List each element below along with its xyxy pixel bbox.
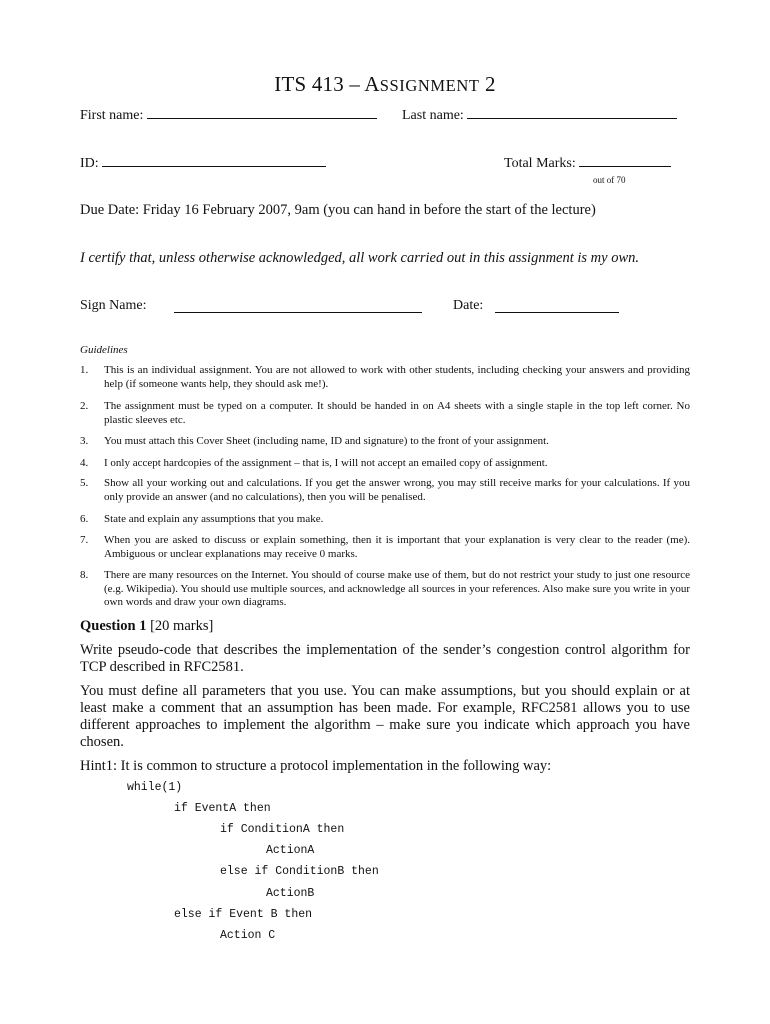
- guideline-text: The assignment must be typed on a computer. It should be handed in on A4 sheets with a single staple in the top left corner. No plastic sleeves etc.: [104, 400, 690, 426]
- guideline-item: [80, 400, 690, 427]
- guideline-item: [80, 457, 690, 471]
- guideline-number: 7.: [80, 534, 89, 546]
- sign-name-label: Sign Name:: [80, 298, 147, 313]
- guideline-text: This is an individual assignment. You are not allowed to work with other students, including checking your answers and providing help (if someone wants help, they should ask me!).: [104, 364, 690, 390]
- id-label: ID:: [80, 156, 99, 171]
- code-line: Action C: [220, 929, 276, 942]
- date-blank[interactable]: [495, 299, 619, 313]
- last-name-field: [402, 105, 677, 124]
- question-1-label: Question 1: [80, 618, 147, 634]
- guideline-item: [80, 435, 690, 449]
- question-1-marks: [20 marks]: [146, 618, 214, 634]
- first-name-field: [80, 105, 377, 124]
- code-line: ActionA: [266, 844, 315, 857]
- code-line: if ConditionA then: [220, 823, 345, 836]
- guideline-text: There are many resources on the Internet. You should of course make use of them, but do not restrict your study to just one resource (e.g. Wikipedia). You should use multiple sources, and acknowledge all sources in your references. Also make sure you write in your own words and draw your own diagrams.: [104, 569, 690, 608]
- title-smallcaps: SSIGNMENT: [379, 76, 480, 95]
- guideline-text: When you are asked to discuss or explain something, then it is important that your explanation is very clear to the reader (me). Ambiguous or unclear explanations may receive 0 marks.: [104, 534, 690, 560]
- last-name-label: Last name:: [402, 108, 464, 123]
- sign-name-blank[interactable]: [174, 299, 422, 313]
- total-marks-field: [504, 153, 671, 172]
- certification-statement: I certify that, unless otherwise acknowledged, all work carried out in this assignment is my own.: [80, 250, 640, 266]
- guideline-number: 5.: [80, 477, 89, 489]
- code-line: else if Event B then: [174, 908, 313, 921]
- code-line: if EventA then: [174, 802, 271, 815]
- id-field: [80, 153, 326, 172]
- due-date: Due Date: Friday 16 February 2007, 9am (you can hand in before the start of the lecture): [80, 202, 596, 218]
- guideline-number: 8.: [80, 569, 89, 581]
- title-number: 2: [479, 72, 496, 96]
- question-1-paragraph: You must define all parameters that you use. You can make assumptions, but you should explain or at least make a comment that an assumption has been made. For example, RFC2581 allows you to use different approaches to implement the algorithm – make sure you indicate which approach you have chosen.: [80, 683, 690, 750]
- code-line: else if ConditionB then: [220, 865, 379, 878]
- title-main: ITS 413 – A: [274, 72, 380, 96]
- question-1-paragraph: Write pseudo-code that describes the implementation of the sender’s congestion control algorithm for TCP described in RFC2581.: [80, 642, 690, 675]
- guideline-item: [80, 364, 690, 391]
- code-line: ActionB: [266, 887, 315, 900]
- guideline-number: 2.: [80, 400, 89, 412]
- guideline-number: 1.: [80, 364, 89, 376]
- guideline-item: [80, 477, 690, 504]
- assignment-title: [0, 72, 770, 97]
- guideline-item: [80, 534, 690, 561]
- total-marks-blank[interactable]: [579, 153, 671, 167]
- guideline-item: [80, 513, 690, 527]
- first-name-blank[interactable]: [147, 105, 377, 119]
- question-1-hint: Hint1: It is common to structure a protocol implementation in the following way:: [80, 758, 552, 774]
- last-name-blank[interactable]: [467, 105, 677, 119]
- guideline-text: Show all your working out and calculations. If you get the answer wrong, you may still receive marks for your calculations. If you only provide an answer (and no calculations), then you will be penalised.: [104, 477, 690, 503]
- guidelines-heading: Guidelines: [80, 344, 128, 356]
- first-name-label: First name:: [80, 108, 144, 123]
- guideline-number: 3.: [80, 435, 89, 447]
- question-1-heading: [80, 618, 213, 635]
- guideline-number: 6.: [80, 513, 89, 525]
- guideline-text: You must attach this Cover Sheet (including name, ID and signature) to the front of your assignment.: [104, 435, 549, 447]
- guideline-number: 4.: [80, 457, 89, 469]
- out-of-note: out of 70: [593, 175, 626, 185]
- guideline-text: I only accept hardcopies of the assignment – that is, I will not accept an emailed copy of assignment.: [104, 457, 548, 469]
- total-marks-label: Total Marks:: [504, 156, 576, 171]
- id-blank[interactable]: [102, 153, 326, 167]
- code-line: while(1): [127, 781, 183, 794]
- guideline-item: [80, 569, 690, 610]
- guideline-text: State and explain any assumptions that you make.: [104, 513, 324, 525]
- date-label: Date:: [453, 298, 484, 313]
